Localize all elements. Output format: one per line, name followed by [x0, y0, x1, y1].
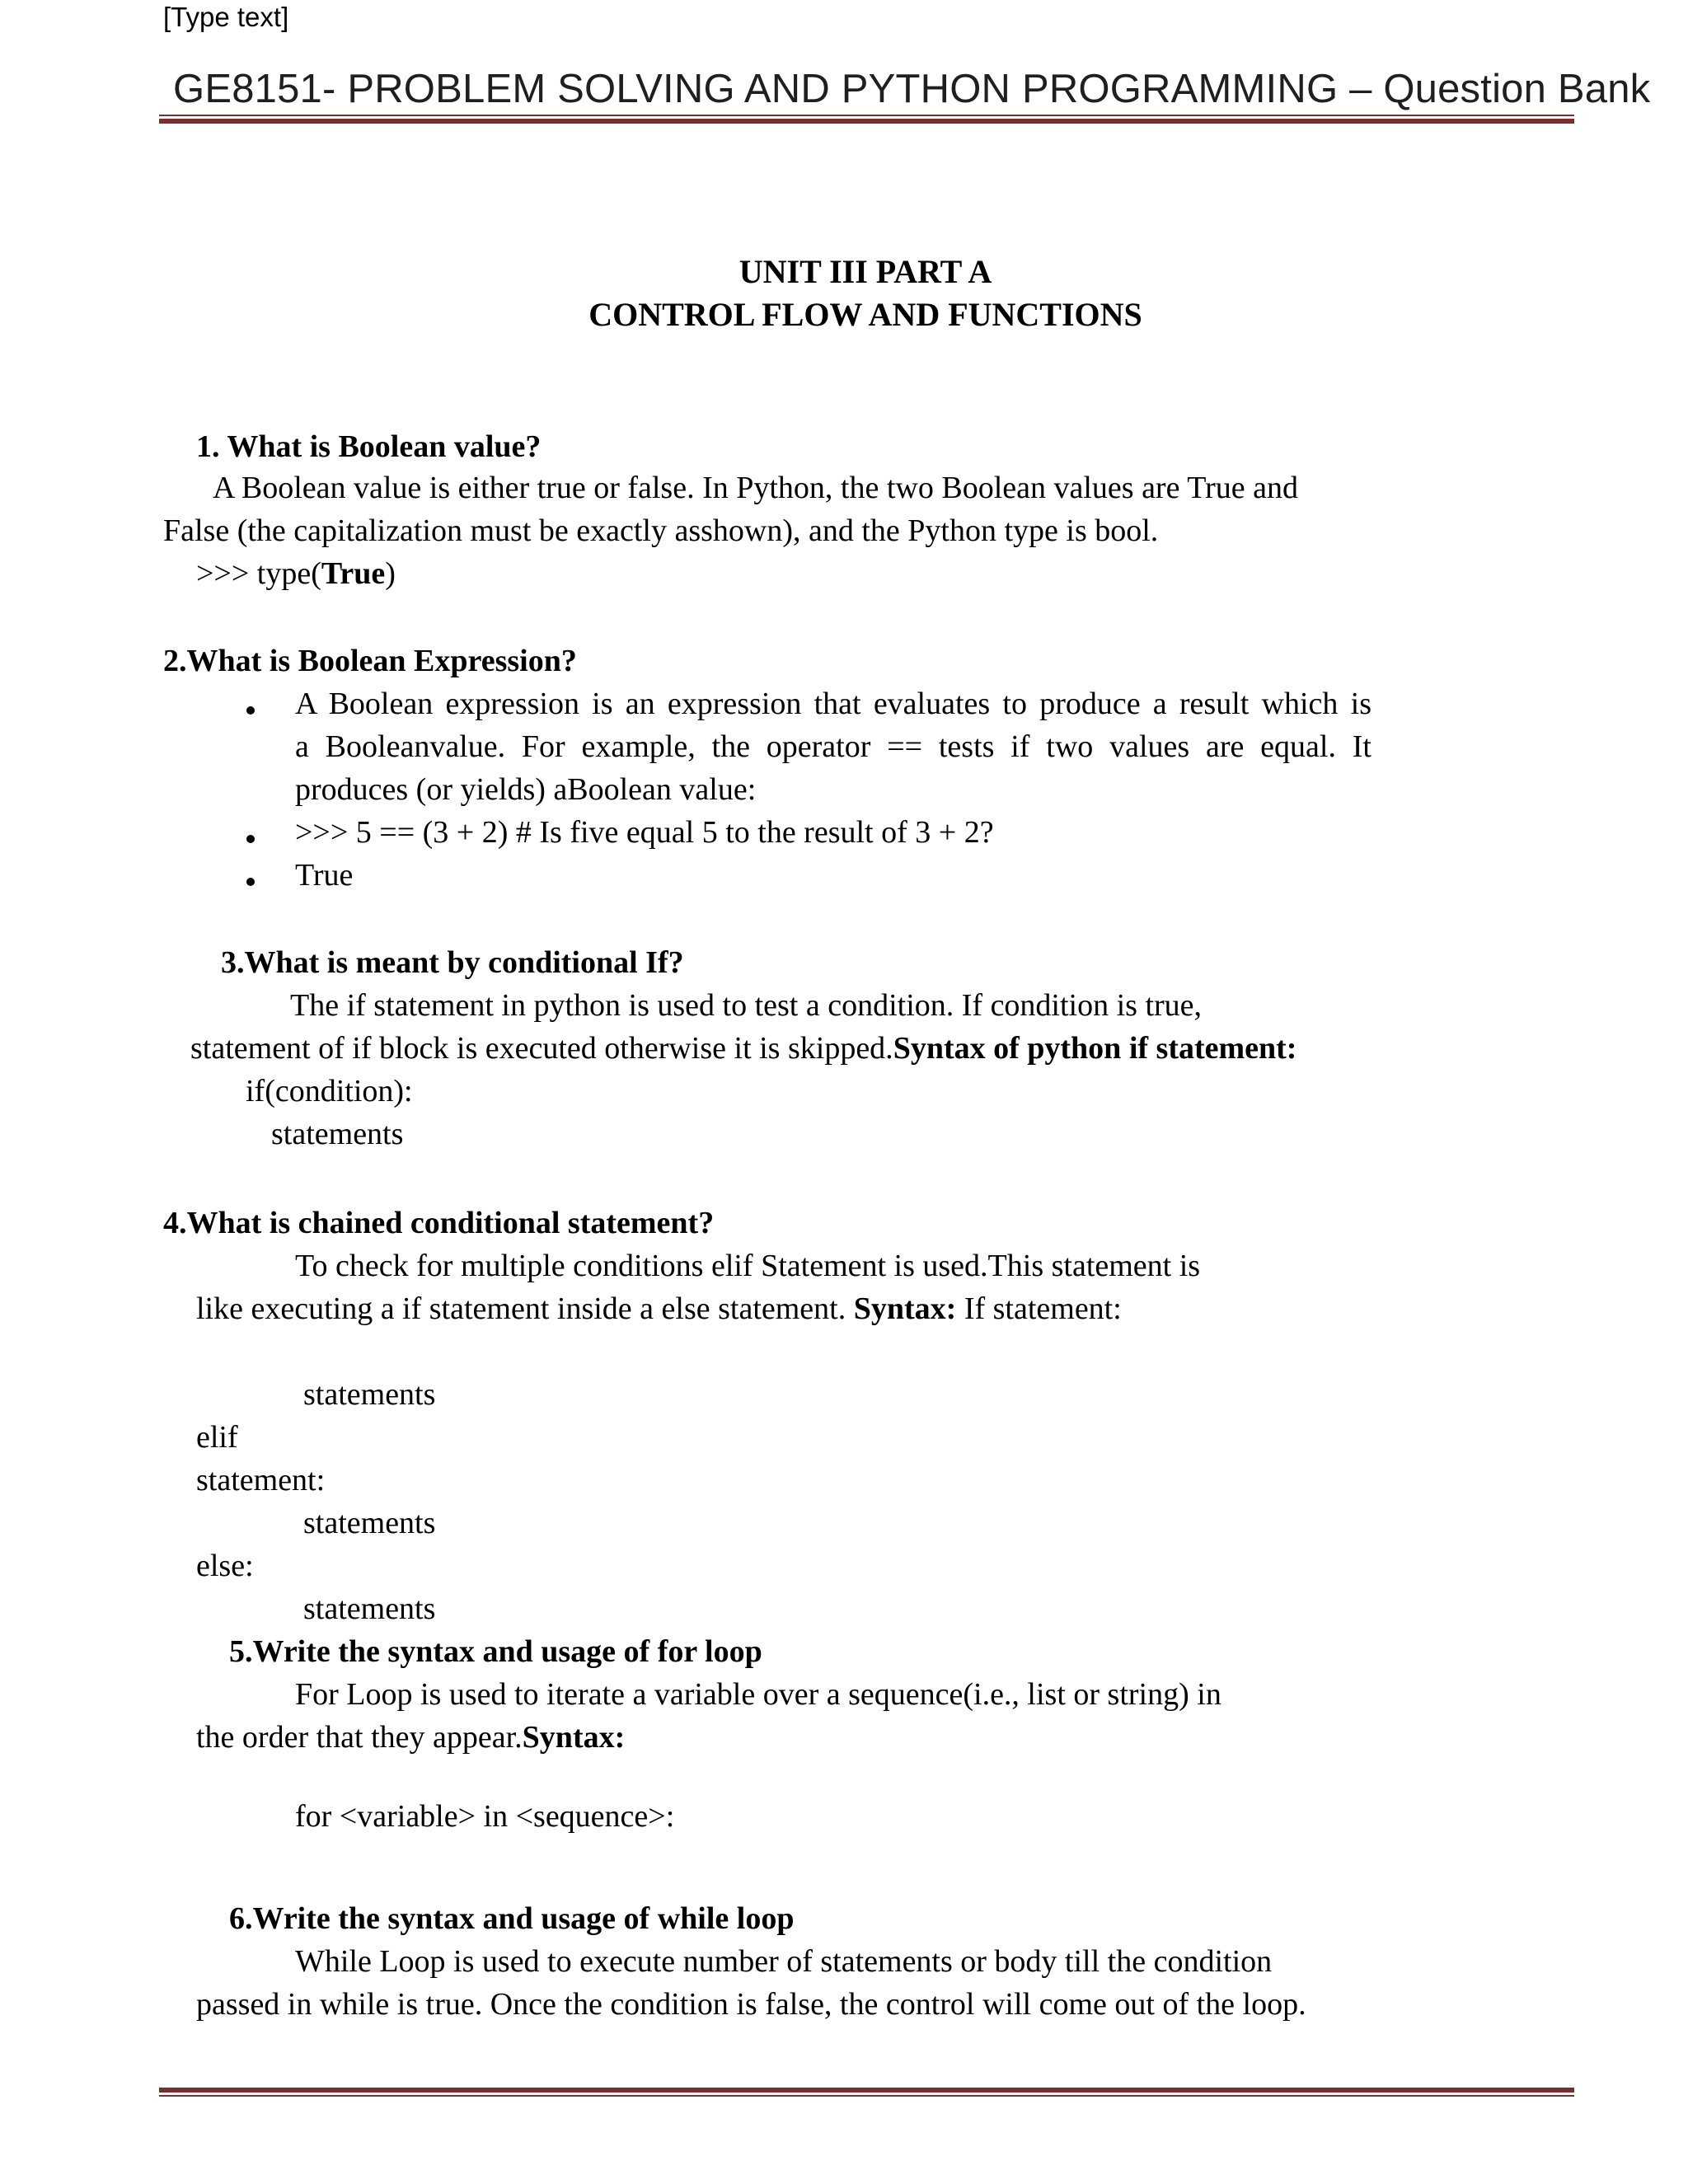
question-3-text: statement of if block is executed otherwise it is skipped. — [190, 1031, 893, 1066]
question-4-code-elif: elif — [196, 1420, 238, 1455]
question-6-text-line2: passed in while is true. Once the condition is false, the control will come out of the loop. — [196, 1987, 1306, 2022]
question-5-text: the order that they appear. — [196, 1720, 523, 1755]
question-4-code-statements3: statements — [303, 1591, 436, 1626]
footer-rule-thick — [159, 2088, 1574, 2093]
bullet-icon — [246, 878, 255, 886]
unit-title: UNIT III PART A — [738, 253, 992, 290]
question-2-bullet1-line3: produces (or yields) aBoolean value: — [295, 772, 757, 807]
question-3-syntax-label: Syntax of python if statement: — [893, 1031, 1297, 1066]
question-4-text-end: If statement: — [956, 1291, 1122, 1326]
question-3-code1: if(condition): — [246, 1074, 413, 1108]
code-suffix: ) — [385, 556, 396, 591]
footer-rule-thin — [159, 2095, 1574, 2097]
bullet-icon — [246, 835, 255, 843]
question-3-title: 3.What is meant by conditional If? — [221, 945, 684, 980]
question-2-title: 2.What is Boolean Expression? — [163, 644, 577, 678]
question-2-bullet1-line1: A Boolean expression is an expression that evaluates to produce a result which is — [295, 687, 1372, 721]
unit-subtitle: CONTROL FLOW AND FUNCTIONS — [588, 296, 1142, 333]
code-prefix: >>> type( — [196, 556, 321, 591]
header-rule-thick — [159, 119, 1574, 124]
question-1-code — [196, 555, 396, 592]
question-5-text-line1: For Loop is used to iterate a variable over a sequence(i.e., list or string) in — [295, 1677, 1221, 1712]
question-4-code-statement: statement: — [196, 1463, 326, 1497]
course-title: GE8151- PROBLEM SOLVING AND PYTHON PROGRAMMING – Question Bank — [173, 67, 1651, 111]
question-4-title: 4.What is chained conditional statement? — [163, 1206, 715, 1240]
question-1-text-line2: False (the capitalization must be exactly asshown), and the Python type is bool. — [163, 513, 1159, 548]
question-4-code-else: else: — [196, 1549, 254, 1583]
question-4-code-statements2: statements — [303, 1506, 436, 1540]
header-placeholder: [Type text] — [163, 2, 289, 32]
header-rule-thin — [159, 115, 1574, 116]
bullet-icon — [246, 706, 255, 715]
question-1-title: 1. What is Boolean value? — [196, 429, 542, 464]
question-2-bullet1-line2: a Booleanvalue. For example, the operator == tests if two values are equal. It — [295, 729, 1372, 764]
question-2-bullet2: >>> 5 == (3 + 2) # Is five equal 5 to the result of 3 + 2? — [295, 815, 994, 850]
question-3-code2: statements — [271, 1117, 404, 1151]
question-6-text-line1: While Loop is used to execute number of statements or body till the condition — [295, 1944, 1273, 1979]
question-4-text-line1: To check for multiple conditions elif Statement is used.This statement is — [295, 1249, 1201, 1283]
question-5-text-line2 — [196, 1719, 625, 1755]
question-6-title: 6.Write the syntax and usage of while loop — [229, 1901, 795, 1936]
question-4-text-line2 — [196, 1291, 1122, 1327]
question-4-text: like executing a if statement inside a else statement. — [196, 1291, 854, 1326]
question-4-code-statements1: statements — [303, 1377, 436, 1412]
question-5-syntax-label: Syntax: — [522, 1720, 626, 1755]
question-3-text-line2 — [190, 1030, 1296, 1066]
question-5-code: for <variable> in <sequence>: — [295, 1799, 675, 1834]
question-3-text-line1: The if statement in python is used to test a condition. If condition is true, — [290, 988, 1203, 1023]
code-keyword: True — [321, 556, 386, 591]
question-5-title: 5.Write the syntax and usage of for loop — [229, 1634, 762, 1669]
question-2-bullet3: True — [295, 858, 354, 893]
question-1-text-line1: A Boolean value is either true or false. In Python, the two Boolean values are True and — [213, 471, 1299, 505]
question-4-syntax-label: Syntax: — [853, 1291, 957, 1326]
